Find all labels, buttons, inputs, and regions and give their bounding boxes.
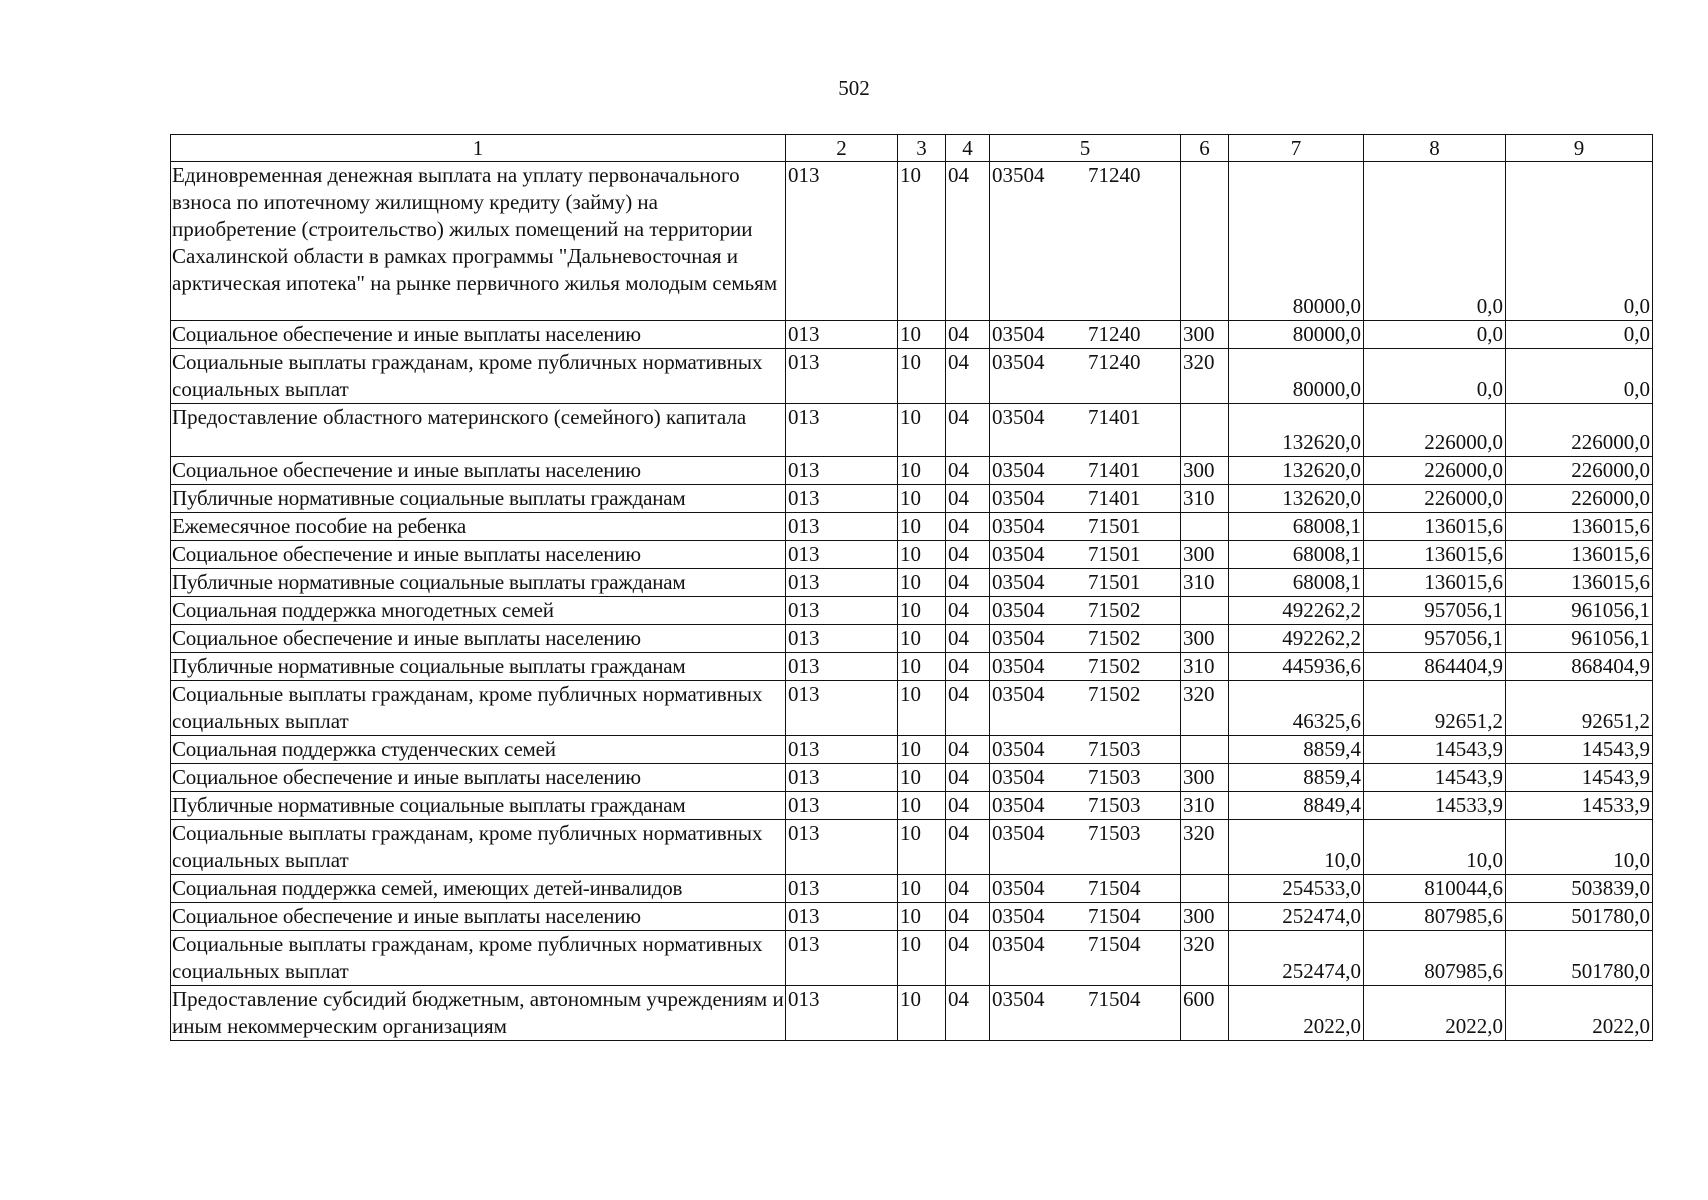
table-row — [171, 569, 1653, 597]
row-name: Предоставление областного материнского (семейного) капитала — [171, 404, 786, 457]
amount-col-8: 0,0 — [1364, 321, 1506, 349]
amount-col-9: 0,0 — [1506, 162, 1653, 321]
amount-col-9: 501780,0 — [1506, 931, 1653, 986]
amount-col-8: 136015,6 — [1364, 513, 1506, 541]
subsection-code: 04 — [946, 513, 990, 541]
section-code: 10 — [898, 162, 946, 321]
column-header-8: 8 — [1364, 135, 1506, 162]
target-article-program: 03504 — [992, 458, 1045, 482]
table-row — [171, 597, 1653, 625]
table-row — [171, 162, 1653, 321]
target-article-program: 03504 — [992, 570, 1045, 594]
section-code: 10 — [898, 903, 946, 931]
grbs-code: 013 — [786, 986, 898, 1041]
row-name: Публичные нормативные социальные выплаты гражданам — [171, 653, 786, 681]
grbs-code: 013 — [786, 597, 898, 625]
column-header-9: 9 — [1506, 135, 1653, 162]
target-article-direction: 71503 — [1088, 821, 1141, 845]
grbs-code: 013 — [786, 404, 898, 457]
row-name: Социальное обеспечение и иные выплаты населению — [171, 541, 786, 569]
amount-col-9: 10,0 — [1506, 820, 1653, 875]
target-article-direction: 71504 — [1088, 904, 1141, 928]
row-name: Социальные выплаты гражданам, кроме публичных нормативных социальных выплат — [171, 681, 786, 736]
amount-col-7: 132620,0 — [1229, 404, 1364, 457]
expense-type-code: 310 — [1181, 485, 1229, 513]
section-code: 10 — [898, 625, 946, 653]
target-article-code — [990, 736, 1181, 764]
target-article-direction: 71401 — [1088, 458, 1141, 482]
table-row — [171, 681, 1653, 736]
amount-col-7: 46325,6 — [1229, 681, 1364, 736]
target-article-direction: 71503 — [1088, 765, 1141, 789]
amount-col-9: 0,0 — [1506, 321, 1653, 349]
subsection-code: 04 — [946, 792, 990, 820]
amount-col-9: 961056,1 — [1506, 597, 1653, 625]
table-row — [171, 875, 1653, 903]
column-header-1: 1 — [171, 135, 786, 162]
target-article-direction: 71502 — [1088, 682, 1141, 706]
page-number: 502 — [838, 76, 870, 100]
subsection-code: 04 — [946, 736, 990, 764]
section-code: 10 — [898, 349, 946, 404]
section-code: 10 — [898, 764, 946, 792]
subsection-code: 04 — [946, 625, 990, 653]
expense-type-code: 310 — [1181, 653, 1229, 681]
section-code: 10 — [898, 736, 946, 764]
grbs-code: 013 — [786, 569, 898, 597]
table-row — [171, 457, 1653, 485]
target-article-direction: 71502 — [1088, 598, 1141, 622]
amount-col-9: 136015,6 — [1506, 541, 1653, 569]
target-article-program: 03504 — [992, 765, 1045, 789]
section-code: 10 — [898, 597, 946, 625]
subsection-code: 04 — [946, 681, 990, 736]
amount-col-7: 252474,0 — [1229, 903, 1364, 931]
target-article-direction: 71504 — [1088, 987, 1141, 1011]
amount-col-7: 68008,1 — [1229, 541, 1364, 569]
expense-type-code — [1181, 513, 1229, 541]
row-name: Социальная поддержка студенческих семей — [171, 736, 786, 764]
table-row — [171, 931, 1653, 986]
section-code: 10 — [898, 820, 946, 875]
column-header-2: 2 — [786, 135, 898, 162]
table-row — [171, 736, 1653, 764]
expense-type-code — [1181, 875, 1229, 903]
grbs-code: 013 — [786, 903, 898, 931]
target-article-direction: 71503 — [1088, 793, 1141, 817]
column-header-7: 7 — [1229, 135, 1364, 162]
table-row — [171, 485, 1653, 513]
amount-col-7: 80000,0 — [1229, 162, 1364, 321]
row-name: Социальное обеспечение и иные выплаты населению — [171, 457, 786, 485]
amount-col-7: 254533,0 — [1229, 875, 1364, 903]
expense-type-code — [1181, 404, 1229, 457]
target-article-program: 03504 — [992, 542, 1045, 566]
target-article-program: 03504 — [992, 932, 1045, 956]
amount-col-8: 807985,6 — [1364, 931, 1506, 986]
row-name: Социальное обеспечение и иные выплаты населению — [171, 625, 786, 653]
expense-type-code: 320 — [1181, 820, 1229, 875]
target-article-code — [990, 162, 1181, 321]
amount-col-8: 14543,9 — [1364, 736, 1506, 764]
target-article-direction: 71401 — [1088, 486, 1141, 510]
target-article-program: 03504 — [992, 350, 1045, 374]
subsection-code: 04 — [946, 875, 990, 903]
amount-col-7: 492262,2 — [1229, 597, 1364, 625]
row-name: Социальные выплаты гражданам, кроме публичных нормативных социальных выплат — [171, 820, 786, 875]
column-header-3: 3 — [898, 135, 946, 162]
expense-type-code: 310 — [1181, 792, 1229, 820]
table-row — [171, 541, 1653, 569]
amount-col-8: 0,0 — [1364, 162, 1506, 321]
row-name: Социальные выплаты гражданам, кроме публичных нормативных социальных выплат — [171, 931, 786, 986]
amount-col-8: 0,0 — [1364, 349, 1506, 404]
amount-col-7: 8859,4 — [1229, 764, 1364, 792]
expense-type-code: 320 — [1181, 349, 1229, 404]
amount-col-9: 92651,2 — [1506, 681, 1653, 736]
table-body — [171, 162, 1653, 1041]
subsection-code: 04 — [946, 457, 990, 485]
target-article-code — [990, 541, 1181, 569]
amount-col-8: 136015,6 — [1364, 541, 1506, 569]
amount-col-8: 2022,0 — [1364, 986, 1506, 1041]
grbs-code: 013 — [786, 792, 898, 820]
amount-col-9: 14543,9 — [1506, 736, 1653, 764]
amount-col-7: 132620,0 — [1229, 485, 1364, 513]
row-name: Социальное обеспечение и иные выплаты населению — [171, 903, 786, 931]
section-code: 10 — [898, 569, 946, 597]
grbs-code: 013 — [786, 736, 898, 764]
target-article-code — [990, 764, 1181, 792]
target-article-program: 03504 — [992, 626, 1045, 650]
target-article-code — [990, 321, 1181, 349]
amount-col-8: 10,0 — [1364, 820, 1506, 875]
table-row — [171, 986, 1653, 1041]
target-article-code — [990, 931, 1181, 986]
expense-type-code — [1181, 736, 1229, 764]
row-name: Публичные нормативные социальные выплаты гражданам — [171, 569, 786, 597]
target-article-direction: 71501 — [1088, 570, 1141, 594]
table-row — [171, 792, 1653, 820]
subsection-code: 04 — [946, 404, 990, 457]
target-article-code — [990, 653, 1181, 681]
table-row — [171, 903, 1653, 931]
subsection-code: 04 — [946, 349, 990, 404]
table-row — [171, 764, 1653, 792]
grbs-code: 013 — [786, 541, 898, 569]
grbs-code: 013 — [786, 625, 898, 653]
amount-col-7: 68008,1 — [1229, 513, 1364, 541]
expense-type-code — [1181, 162, 1229, 321]
row-name: Предоставление субсидий бюджетным, автономным учреждениям и иным некоммерческим организациям — [171, 986, 786, 1041]
table-row — [171, 653, 1653, 681]
amount-col-7: 8849,4 — [1229, 792, 1364, 820]
target-article-direction: 71504 — [1088, 876, 1141, 900]
target-article-program: 03504 — [992, 821, 1045, 845]
subsection-code: 04 — [946, 903, 990, 931]
target-article-direction: 71503 — [1088, 737, 1141, 761]
amount-col-9: 136015,6 — [1506, 569, 1653, 597]
column-header-6: 6 — [1181, 135, 1229, 162]
amount-col-9: 226000,0 — [1506, 485, 1653, 513]
amount-col-9: 226000,0 — [1506, 457, 1653, 485]
table-row — [171, 404, 1653, 457]
grbs-code: 013 — [786, 681, 898, 736]
section-code: 10 — [898, 404, 946, 457]
amount-col-9: 503839,0 — [1506, 875, 1653, 903]
subsection-code: 04 — [946, 541, 990, 569]
subsection-code: 04 — [946, 162, 990, 321]
amount-col-7: 252474,0 — [1229, 931, 1364, 986]
amount-col-8: 14543,9 — [1364, 764, 1506, 792]
expense-type-code: 300 — [1181, 541, 1229, 569]
expense-type-code: 320 — [1181, 681, 1229, 736]
grbs-code: 013 — [786, 931, 898, 986]
expense-type-code: 300 — [1181, 764, 1229, 792]
amount-col-7: 445936,6 — [1229, 653, 1364, 681]
section-code: 10 — [898, 875, 946, 903]
amount-col-8: 807985,6 — [1364, 903, 1506, 931]
subsection-code: 04 — [946, 321, 990, 349]
target-article-program: 03504 — [992, 793, 1045, 817]
target-article-direction: 71501 — [1088, 542, 1141, 566]
target-article-program: 03504 — [992, 682, 1045, 706]
amount-col-9: 14543,9 — [1506, 764, 1653, 792]
row-name: Социальные выплаты гражданам, кроме публичных нормативных социальных выплат — [171, 349, 786, 404]
table-row — [171, 349, 1653, 404]
amount-col-7: 132620,0 — [1229, 457, 1364, 485]
amount-col-9: 868404,9 — [1506, 653, 1653, 681]
subsection-code: 04 — [946, 931, 990, 986]
target-article-direction: 71240 — [1088, 163, 1141, 187]
target-article-code — [990, 903, 1181, 931]
amount-col-8: 864404,9 — [1364, 653, 1506, 681]
amount-col-8: 226000,0 — [1364, 485, 1506, 513]
amount-col-9: 501780,0 — [1506, 903, 1653, 931]
target-article-code — [990, 404, 1181, 457]
grbs-code: 013 — [786, 653, 898, 681]
amount-col-9: 14533,9 — [1506, 792, 1653, 820]
section-code: 10 — [898, 931, 946, 986]
table-row — [171, 625, 1653, 653]
grbs-code: 013 — [786, 162, 898, 321]
target-article-program: 03504 — [992, 737, 1045, 761]
target-article-program: 03504 — [992, 514, 1045, 538]
target-article-code — [990, 875, 1181, 903]
section-code: 10 — [898, 321, 946, 349]
target-article-code — [990, 625, 1181, 653]
grbs-code: 013 — [786, 349, 898, 404]
expense-type-code — [1181, 597, 1229, 625]
amount-col-8: 136015,6 — [1364, 569, 1506, 597]
target-article-code — [990, 820, 1181, 875]
target-article-direction: 71502 — [1088, 654, 1141, 678]
row-name: Ежемесячное пособие на ребенка — [171, 513, 786, 541]
subsection-code: 04 — [946, 764, 990, 792]
amount-col-7: 8859,4 — [1229, 736, 1364, 764]
amount-col-7: 68008,1 — [1229, 569, 1364, 597]
target-article-code — [990, 597, 1181, 625]
amount-col-8: 957056,1 — [1364, 625, 1506, 653]
section-code: 10 — [898, 681, 946, 736]
expense-type-code: 300 — [1181, 457, 1229, 485]
amount-col-8: 226000,0 — [1364, 404, 1506, 457]
section-code: 10 — [898, 541, 946, 569]
section-code: 10 — [898, 457, 946, 485]
target-article-code — [990, 457, 1181, 485]
row-name: Публичные нормативные социальные выплаты гражданам — [171, 485, 786, 513]
target-article-direction: 71240 — [1088, 322, 1141, 346]
amount-col-9: 961056,1 — [1506, 625, 1653, 653]
row-name: Публичные нормативные социальные выплаты гражданам — [171, 792, 786, 820]
target-article-direction: 71504 — [1088, 932, 1141, 956]
amount-col-7: 80000,0 — [1229, 321, 1364, 349]
target-article-code — [990, 986, 1181, 1041]
expense-type-code: 600 — [1181, 986, 1229, 1041]
row-name: Социальная поддержка многодетных семей — [171, 597, 786, 625]
expense-type-code: 310 — [1181, 569, 1229, 597]
amount-col-8: 92651,2 — [1364, 681, 1506, 736]
subsection-code: 04 — [946, 597, 990, 625]
column-header-4: 4 — [946, 135, 990, 162]
grbs-code: 013 — [786, 820, 898, 875]
budget-table — [170, 134, 1653, 1041]
amount-col-8: 14533,9 — [1364, 792, 1506, 820]
table-row — [171, 321, 1653, 349]
section-code: 10 — [898, 986, 946, 1041]
amount-col-7: 10,0 — [1229, 820, 1364, 875]
table-row — [171, 820, 1653, 875]
target-article-direction: 71502 — [1088, 626, 1141, 650]
subsection-code: 04 — [946, 485, 990, 513]
target-article-direction: 71501 — [1088, 514, 1141, 538]
target-article-program: 03504 — [992, 904, 1045, 928]
grbs-code: 013 — [786, 513, 898, 541]
target-article-program: 03504 — [992, 405, 1045, 429]
amount-col-7: 492262,2 — [1229, 625, 1364, 653]
grbs-code: 013 — [786, 321, 898, 349]
amount-col-8: 226000,0 — [1364, 457, 1506, 485]
section-code: 10 — [898, 653, 946, 681]
target-article-code — [990, 485, 1181, 513]
section-code: 10 — [898, 513, 946, 541]
target-article-program: 03504 — [992, 654, 1045, 678]
row-name: Социальное обеспечение и иные выплаты населению — [171, 764, 786, 792]
target-article-program: 03504 — [992, 322, 1045, 346]
grbs-code: 013 — [786, 457, 898, 485]
target-article-code — [990, 569, 1181, 597]
expense-type-code: 320 — [1181, 931, 1229, 986]
target-article-program: 03504 — [992, 987, 1045, 1011]
target-article-code — [990, 513, 1181, 541]
target-article-code — [990, 792, 1181, 820]
expense-type-code: 300 — [1181, 321, 1229, 349]
target-article-direction: 71240 — [1088, 350, 1141, 374]
column-number-header-row — [171, 135, 1653, 162]
target-article-program: 03504 — [992, 598, 1045, 622]
section-code: 10 — [898, 485, 946, 513]
target-article-program: 03504 — [992, 163, 1045, 187]
subsection-code: 04 — [946, 820, 990, 875]
subsection-code: 04 — [946, 653, 990, 681]
row-name: Единовременная денежная выплата на уплату первоначального взноса по ипотечному жилищному кредиту (займу) на приобретение (строительство) жилых помещений на территории Сахалинской области в рамках программы "Дальневосточная и арктическая ипотека" на рынке первичного жилья молодым семьям — [171, 162, 786, 321]
amount-col-9: 2022,0 — [1506, 986, 1653, 1041]
table-row — [171, 513, 1653, 541]
amount-col-9: 226000,0 — [1506, 404, 1653, 457]
amount-col-9: 136015,6 — [1506, 513, 1653, 541]
amount-col-8: 810044,6 — [1364, 875, 1506, 903]
expense-type-code: 300 — [1181, 903, 1229, 931]
grbs-code: 013 — [786, 875, 898, 903]
amount-col-9: 0,0 — [1506, 349, 1653, 404]
grbs-code: 013 — [786, 764, 898, 792]
amount-col-7: 2022,0 — [1229, 986, 1364, 1041]
target-article-code — [990, 349, 1181, 404]
amount-col-7: 80000,0 — [1229, 349, 1364, 404]
target-article-program: 03504 — [992, 486, 1045, 510]
amount-col-8: 957056,1 — [1364, 597, 1506, 625]
expense-type-code: 300 — [1181, 625, 1229, 653]
target-article-direction: 71401 — [1088, 405, 1141, 429]
grbs-code: 013 — [786, 485, 898, 513]
column-header-5: 5 — [990, 135, 1181, 162]
section-code: 10 — [898, 792, 946, 820]
subsection-code: 04 — [946, 569, 990, 597]
row-name: Социальная поддержка семей, имеющих детей-инвалидов — [171, 875, 786, 903]
row-name: Социальное обеспечение и иные выплаты населению — [171, 321, 786, 349]
subsection-code: 04 — [946, 986, 990, 1041]
target-article-code — [990, 681, 1181, 736]
target-article-program: 03504 — [992, 876, 1045, 900]
